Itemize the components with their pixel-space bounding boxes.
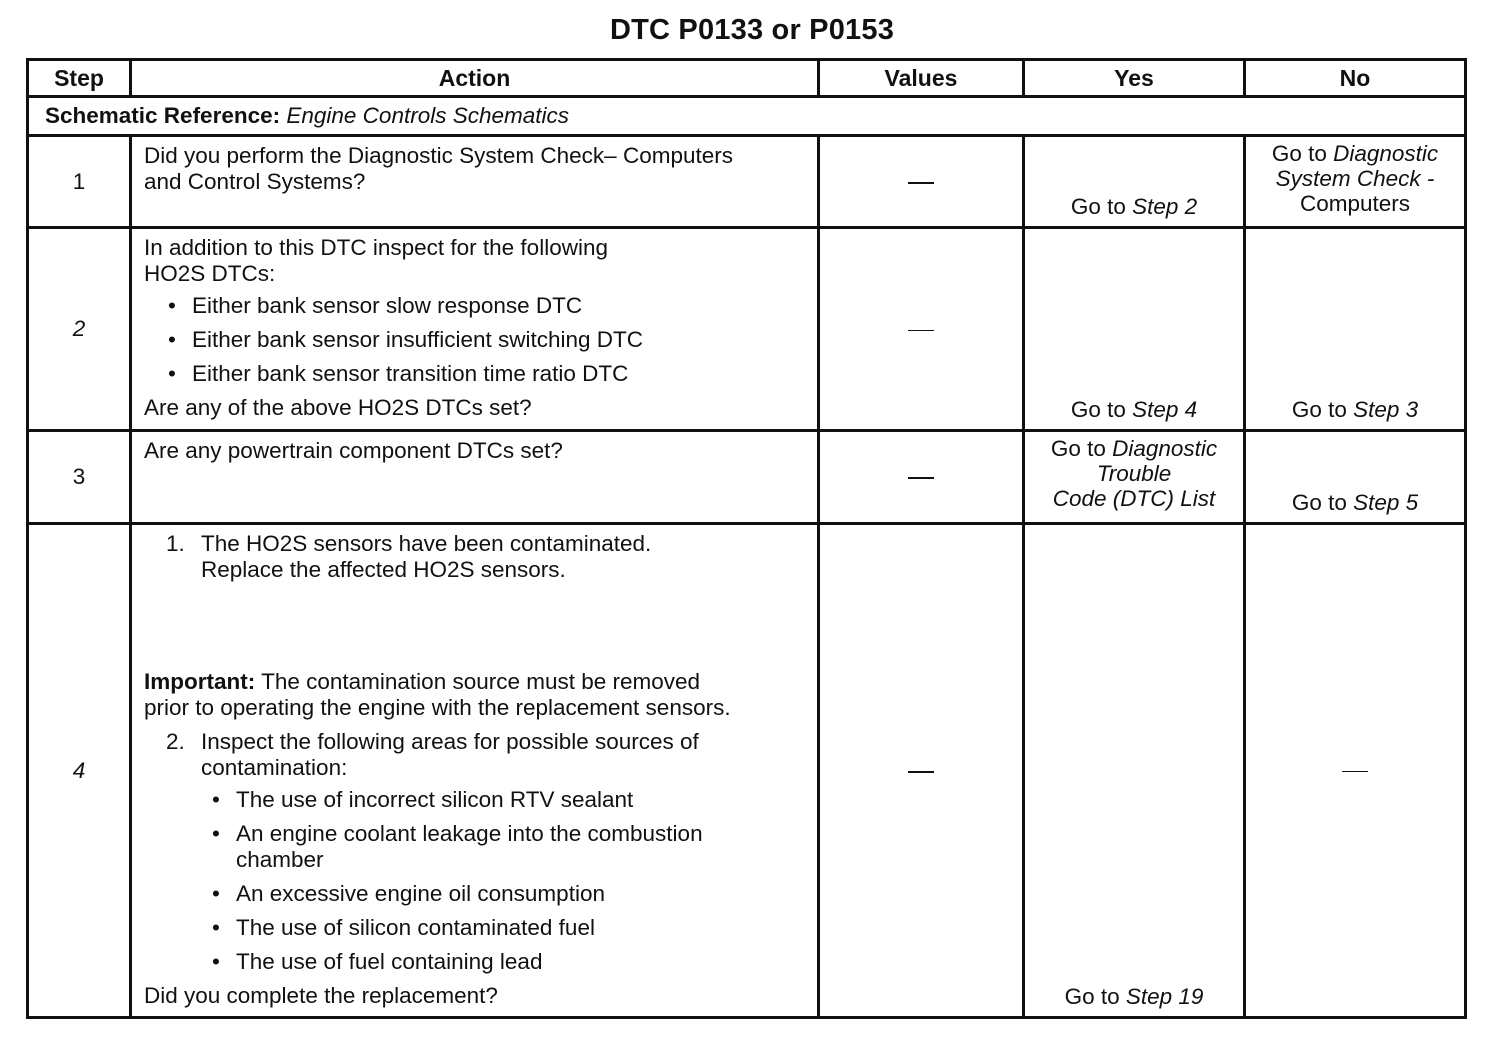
action-question: Did you complete the replacement? <box>144 983 498 1008</box>
diagnostic-table <box>26 58 1467 1019</box>
action-text: HO2S DTCs: <box>144 261 276 286</box>
contamination-list <box>144 787 807 975</box>
header-action: Action <box>131 60 819 97</box>
action-text: and Control Systems? <box>144 169 366 194</box>
list-item: • Either bank sensor transition time ratio DTC <box>168 361 807 387</box>
action-cell <box>131 136 819 228</box>
dash-mark <box>908 771 934 773</box>
values-cell <box>819 228 1024 431</box>
list-item: • An excessive engine oil consumption <box>212 881 807 907</box>
header-step: Step <box>28 60 131 97</box>
step-number: 3 <box>28 431 131 524</box>
values-cell <box>819 136 1024 228</box>
dash-mark <box>908 330 934 331</box>
table-row <box>28 228 1466 431</box>
schematic-reference <box>28 97 1466 136</box>
list-item: • An engine coolant leakage into the combustion chamber <box>212 821 807 873</box>
list-item: • The use of incorrect silicon RTV sealant <box>212 787 807 813</box>
table-row <box>28 136 1466 228</box>
step-number: 4 <box>28 524 131 1018</box>
action-text: Did you perform the Diagnostic System Check– Computers <box>144 143 733 168</box>
action-cell: 1. The HO2S sensors have been contaminated. Replace the affected HO2S sensors. Important: The contamination source must be removed prior to operating the engine with the replacement sensors. 2. Inspect the following areas for possible sources of contamination: • The use of incorrect silicon RTV sealant • An engine coolant leakage into the combustion chamber • An excessive engine oil consumption • The use of silicon contaminated fuel • The use of fuel containing lead Did you complete the replacement? <box>131 524 819 1018</box>
dash-mark <box>1342 771 1368 772</box>
no-cell[interactable]: Go to Diagnostic System Check - Computers <box>1245 136 1466 228</box>
schematic-row <box>28 97 1466 136</box>
yes-cell[interactable]: Go to Diagnostic Trouble Code (DTC) List <box>1024 431 1245 524</box>
table-row <box>28 431 1466 524</box>
goto-link[interactable]: Diagnostic <box>1333 141 1439 166</box>
header-yes: Yes <box>1024 60 1245 97</box>
page-title: DTC P0133 or P0153 <box>609 14 895 46</box>
table-row <box>28 524 1466 1018</box>
list-item: • The use of fuel containing lead <box>212 949 807 975</box>
numbered-item: 2. Inspect the following areas for possible sources of contamination: <box>166 729 699 780</box>
step-number: 2 <box>28 228 131 431</box>
numbered-item: 1. The HO2S sensors have been contaminated. Replace the affected HO2S sensors. <box>166 531 652 582</box>
goto-step-link[interactable]: Step 2 <box>1132 194 1198 219</box>
list-item: • Either bank sensor slow response DTC <box>168 293 807 319</box>
goto-link[interactable]: System Check - <box>1275 166 1435 191</box>
dtc-list <box>144 293 807 387</box>
values-cell <box>819 524 1024 1018</box>
list-item: • The use of silicon contaminated fuel <box>212 915 807 941</box>
no-cell <box>1245 524 1466 1018</box>
dash-mark <box>908 182 934 184</box>
action-question: Are any of the above HO2S DTCs set? <box>144 395 532 420</box>
values-cell <box>819 431 1024 524</box>
action-cell <box>131 228 819 431</box>
no-cell[interactable]: Go to Step 5 <box>1245 431 1466 524</box>
goto-link[interactable]: Code (DTC) List <box>1052 486 1216 511</box>
action-text: Are any powertrain component DTCs set? <box>144 438 563 463</box>
header-row <box>28 60 1466 97</box>
header-values: Values <box>819 60 1024 97</box>
goto-link[interactable]: Trouble <box>1096 461 1172 486</box>
schematic-label: Schematic Reference: <box>45 103 281 128</box>
schematic-link[interactable]: Engine Controls Schematics <box>286 103 570 128</box>
no-cell[interactable]: Go to Step 3 <box>1245 228 1466 431</box>
action-cell <box>131 431 819 524</box>
goto-step-link[interactable]: Step 19 <box>1125 984 1204 1009</box>
goto-step-link[interactable]: Step 5 <box>1353 490 1419 515</box>
dash-mark <box>908 477 934 479</box>
important-note: Important: The contamination source must be removed <box>144 669 701 694</box>
yes-cell[interactable]: Go to Step 19 <box>1024 524 1245 1018</box>
action-text: In addition to this DTC inspect for the following <box>144 235 608 260</box>
list-item: • Either bank sensor insufficient switching DTC <box>168 327 807 353</box>
header-no: No <box>1245 60 1466 97</box>
important-label: Important: <box>144 669 256 694</box>
step-number: 1 <box>28 136 131 228</box>
yes-cell[interactable]: Go to Step 2 <box>1024 136 1245 228</box>
goto-step-link[interactable]: Step 4 <box>1132 397 1198 422</box>
yes-cell[interactable]: Go to Step 4 <box>1024 228 1245 431</box>
goto-link[interactable]: Diagnostic <box>1112 436 1218 461</box>
goto-step-link[interactable]: Step 3 <box>1353 397 1419 422</box>
